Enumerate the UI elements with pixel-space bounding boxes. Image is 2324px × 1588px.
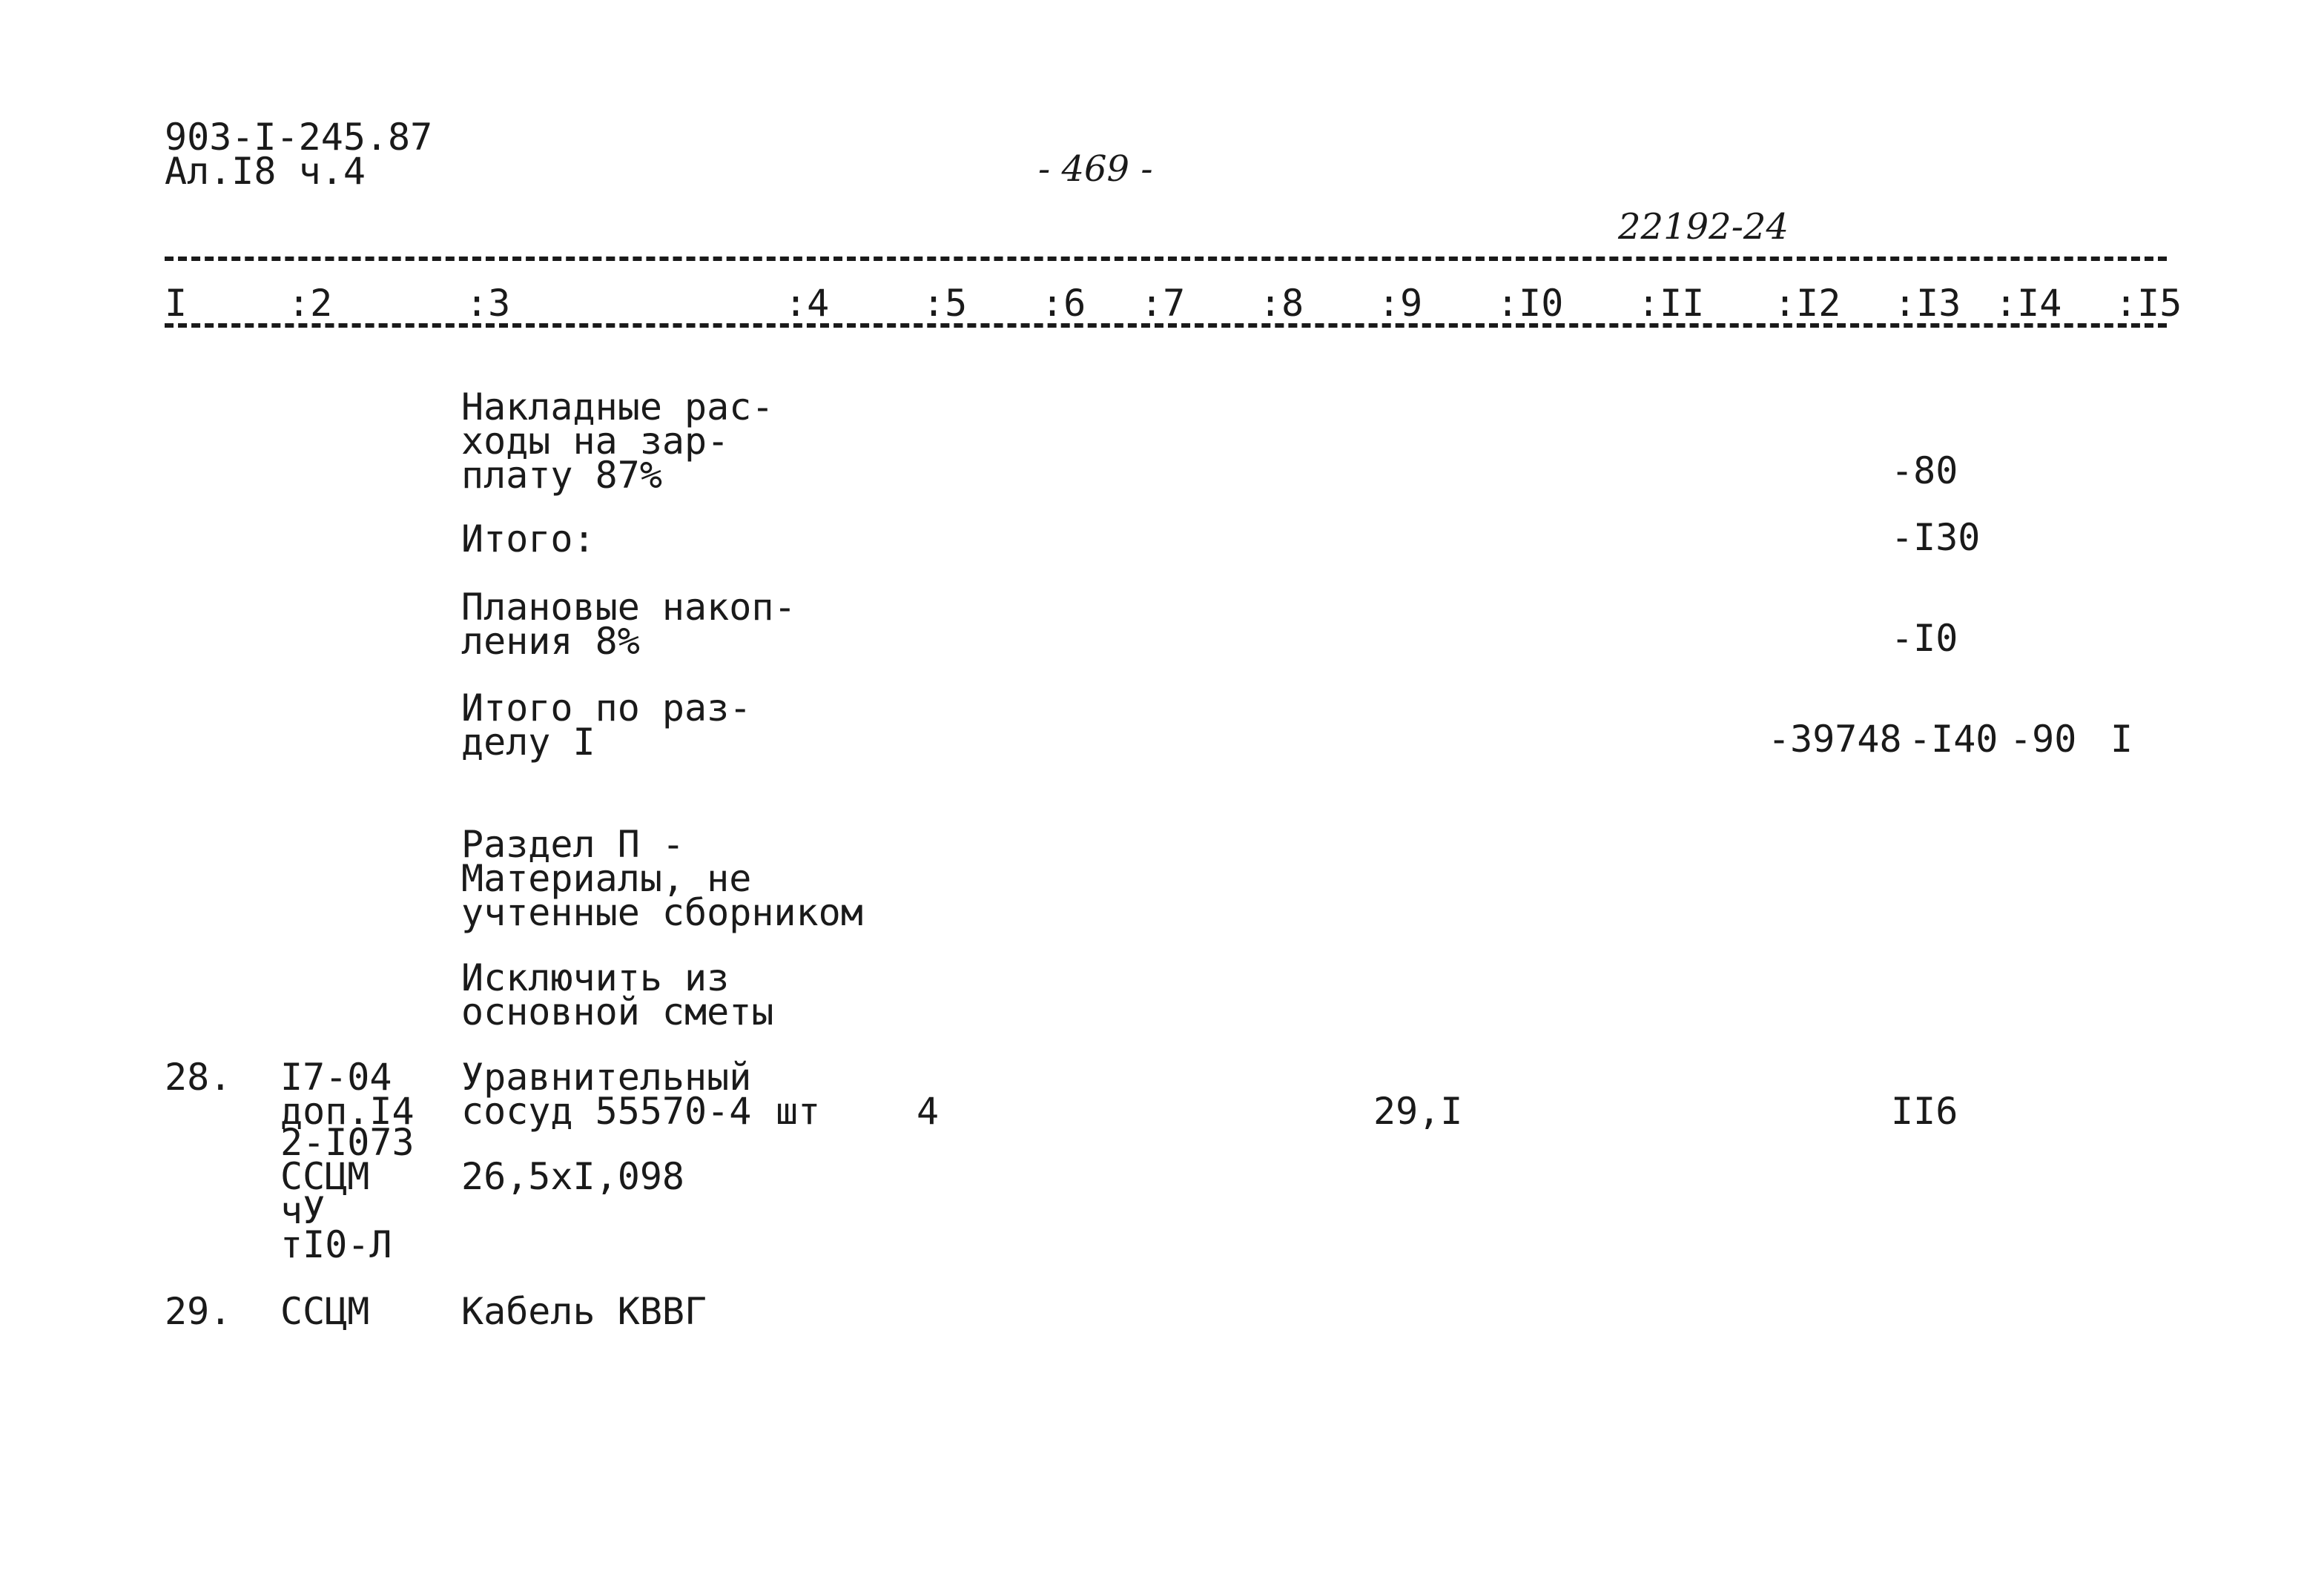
item-29-number: 29. [165,1290,232,1333]
item-28-col13: II6 [1891,1090,1958,1133]
section-2-heading-line3: учтенные сборником [461,891,863,934]
column-header-5: :5 [922,282,968,325]
column-header-8: :8 [1259,282,1304,325]
header-top-rule [165,257,2167,261]
row-overhead-label-line2: ходы на зар- [461,420,730,463]
document-stamp: 22192-24 [1618,206,1789,248]
row-section-total-label-line2: делу I [461,721,595,764]
column-header-12: :I2 [1774,282,1841,325]
section-2-heading-line1: Раздел П - [461,823,685,866]
row-planned-col13: -I0 [1891,617,1958,660]
exclude-note-line1: Исключить из [461,956,730,999]
section-2-heading-line2: Материалы, не [461,857,752,900]
item-28-code-line1: I7-04 [280,1056,392,1099]
item-28-name-line1: Уравнительный [461,1056,752,1099]
row-planned-label-line1: Плановые накоп- [461,586,796,629]
column-header-10: :I0 [1496,282,1564,325]
row-overhead-label-line3: плату 87% [461,454,662,497]
column-header-11: :II [1637,282,1705,325]
item-28-price: 29,I [1373,1090,1463,1133]
item-28-calculation: 26,5хI,098 [461,1155,685,1198]
row-section-total-col15: I [2110,718,2133,761]
sheet-reference: Ал.I8 ч.4 [165,150,366,193]
item-28-code-line4: ССЦМ [280,1155,370,1198]
column-header-15: :I5 [2115,282,2182,325]
row-overhead-label-line1: Накладные рас- [461,386,774,429]
row-section-total-col13: -I40 [1909,718,1998,761]
row-subtotal-col13: -I30 [1891,516,1981,559]
column-header-13: :I3 [1894,282,1961,325]
row-section-total-label-line1: Итого по раз- [461,687,752,730]
exclude-note-line2: основной сметы [461,990,774,1033]
item-28-code-line3: 2-I073 [280,1121,415,1164]
item-29-name: Кабель КВВГ [461,1290,707,1333]
column-header-2: :2 [288,282,333,325]
item-28-name-line2: сосуд 55570-4 [461,1090,752,1133]
column-header-9: :9 [1378,282,1423,325]
column-header-4: :4 [785,282,830,325]
item-29-code: ССЦМ [280,1290,370,1333]
column-header-14: :I4 [1995,282,2062,325]
row-section-total-col14: -90 [2010,718,2077,761]
item-28-code-line5: чУ [280,1189,326,1232]
row-section-total-col12: -39748 [1768,718,1902,761]
row-overhead-col13: -80 [1891,449,1958,492]
row-planned-label-line2: ления 8% [461,620,640,663]
item-28-code-line6: тI0-Л [280,1223,392,1266]
item-28-quantity: 4 [917,1090,940,1133]
item-28-unit: шт [776,1090,821,1133]
document-code: 903-I-245.87 [165,116,433,159]
column-header-6: :6 [1041,282,1086,325]
column-header-1: I [165,282,188,325]
item-28-code-line2: доп.I4 [280,1090,415,1133]
row-subtotal-label: Итого: [461,517,595,560]
item-28-number: 28. [165,1056,232,1099]
page-number: - 469 - [1038,148,1153,190]
column-header-7: :7 [1140,282,1186,325]
column-header-3: :3 [466,282,511,325]
